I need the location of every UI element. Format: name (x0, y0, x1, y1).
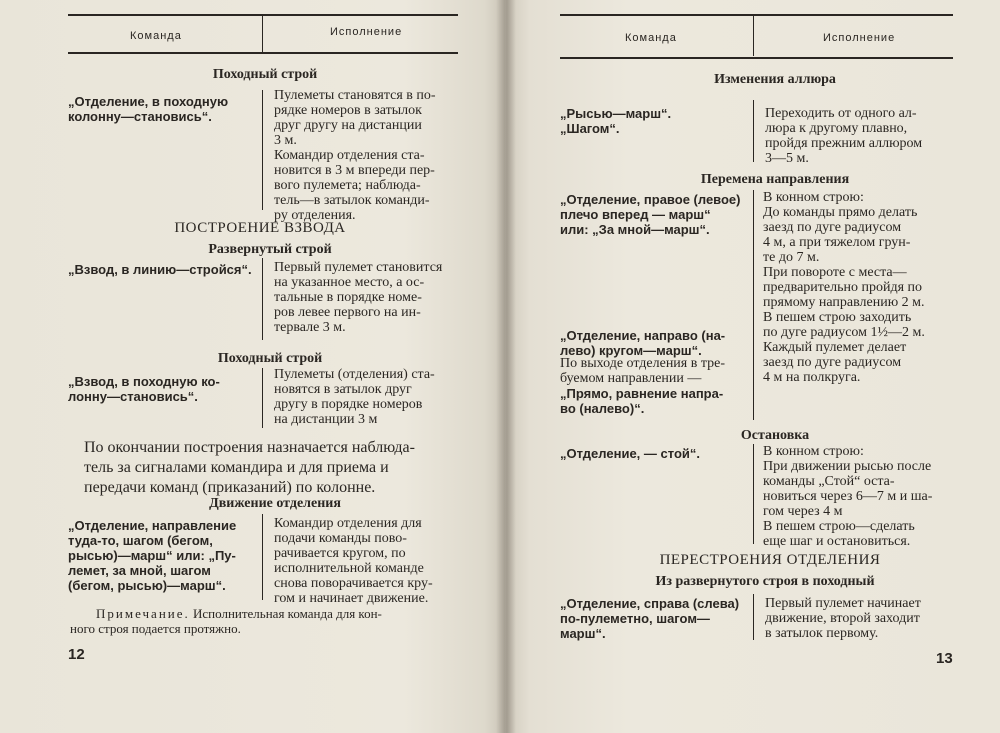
command-text: „Взвод, в походную ко- лонну—становись“. (68, 374, 220, 404)
chapter-title: ПОСТРОЕНИЕ ВЗВОДА (174, 220, 346, 236)
command-text: „Отделение, в походную колонну—становись“. (68, 94, 229, 124)
command-note: По выходе отделения в тре- буемом направлении — (560, 356, 726, 386)
column-divider (753, 594, 754, 640)
execution-text: Пулеметы (отделения) ста- новятся в затылок друг другу в порядке номеров на дистанции 3 м (274, 367, 435, 427)
header-command: Команда (625, 32, 677, 44)
execution-text: В конном строю: До команды прямо делать заезд по дуге радиусом 4 м, а при тяжелом грун- те до 7 м. При повороте с места— предварительно пройдя по прямому направлению 2 м. В пешем строю заходить по дуге радиусом 1½—2 м. Каждый пулемет делает заезд по дуге радиусом 4 м на полкруга. (763, 190, 925, 385)
right-page (505, 0, 1000, 733)
section-title: Остановка (740, 428, 810, 443)
section-title: Походный строй (212, 67, 318, 82)
section-title: Развернутый строй (208, 242, 332, 257)
column-divider (753, 444, 754, 544)
execution-text: Пулеметы становятся в по- рядке номеров в затылок друг другу на дистанции 3 м. Командир отделения ста- новится в 3 м впереди пер- вого пулемета; наблюда- тель—в затылок команди- ру отделения. (274, 88, 436, 223)
header-bottom-rule (560, 57, 953, 59)
page-number: 13 (936, 650, 953, 667)
column-divider (262, 368, 263, 428)
header-bottom-rule (68, 52, 458, 54)
execution-text: Первый пулемет становится на указанное место, а ос- тальные в порядке номе- ров левее первого на ин- тервале 3 м. (274, 260, 443, 335)
header-command: Команда (130, 30, 182, 42)
page-number: 12 (68, 646, 85, 663)
note (70, 606, 470, 636)
command-text: „Отделение, справа (слева) по-пулеметно, шагом— марш“. (560, 596, 740, 641)
command-text: „Отделение, правое (левое) плечо вперед — марш“ или: „За мной—марш“. (560, 192, 741, 237)
note-text: Исполнительная команда для кон- ного строя подается протяжно. (70, 606, 382, 636)
paragraph: По окончании построения назначается наблюда- тель за сигналами командира и для приема и передачи команд (приказаний) по колонне. (84, 439, 415, 496)
header-execution: Исполнение (330, 26, 403, 38)
header-execution: Исполнение (823, 32, 896, 44)
execution-text: В конном строю: При движении рысью после команды „Стой“ оста- новиться через 6—7 м и ша- гом через 4 м В пешем строю—сделать еще шаг и остановиться. (763, 444, 933, 549)
command-text: „Рысью—марш“. „Шагом“. (560, 106, 672, 136)
section-title: Изменения аллюра (714, 72, 836, 87)
column-divider (753, 100, 754, 162)
chapter-title: ПЕРЕСТРОЕНИЯ ОТДЕЛЕНИЯ (659, 552, 881, 568)
header-divider (753, 16, 754, 56)
note-label: Примечание. (96, 606, 190, 621)
command-text: „Отделение, — стой“. (560, 446, 700, 461)
command-text: „Отделение, направо (на- лево) кругом—марш“. (560, 328, 726, 358)
header-top-rule (68, 14, 458, 16)
execution-text: Командир отделения для подачи команды пово- рачивается кругом, по исполнительной команде снова поворачивается кру- гом и начинает движение. (274, 516, 433, 606)
book-gutter (496, 0, 516, 733)
header-divider (262, 16, 263, 52)
column-divider (262, 90, 263, 210)
column-divider (262, 258, 263, 340)
execution-text: Первый пулемет начинает движение, второй заходит в затылок первому. (765, 596, 921, 641)
command-text: „Прямо, равнение напра- во (налево)“. (560, 386, 724, 416)
section-title: Из развернутого строя в походный (655, 574, 875, 589)
section-title: Походный строй (217, 351, 323, 366)
section-title: Движение отделения (209, 496, 341, 511)
execution-text: Переходить от одного ал- люра к другому плавно, пройдя прежним аллюром 3—5 м. (765, 106, 923, 166)
column-divider (262, 514, 263, 600)
command-text: „Отделение, направление туда-то, шагом (бегом, рысью)—марш“ или: „Пу- лемет, за мной, шагом (бегом, рысью)—марш“. (68, 518, 237, 593)
command-text: „Взвод, в линию—стройся“. (68, 262, 252, 277)
header-top-rule (560, 14, 953, 16)
section-title: Перемена направления (700, 172, 850, 187)
